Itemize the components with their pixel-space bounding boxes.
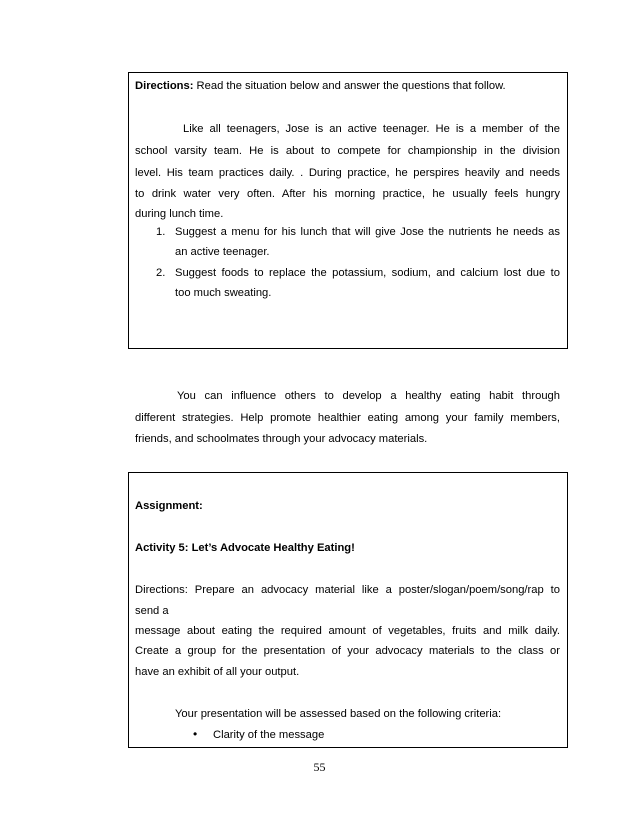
activity-label: Activity 5: Let’s Advocate Healthy Eating! bbox=[135, 542, 355, 554]
item-2-line-1: Suggest foods to replace the potassium, sodium, and calcium lost due to bbox=[175, 267, 560, 279]
middle-line-3: friends, and schoolmates through your advocacy materials. bbox=[135, 433, 428, 445]
bullet-icon: • bbox=[193, 727, 198, 741]
assignment-label: Assignment: bbox=[135, 500, 203, 512]
para-line-4: to drink water very often. After his morning practice, he usually feels hungry bbox=[135, 188, 560, 200]
para-line-5: during lunch time. bbox=[135, 208, 224, 220]
item-1-line-2: an active teenager. bbox=[175, 246, 270, 258]
para-line-1: Like all teenagers, Jose is an active teenager. He is a member of the bbox=[183, 123, 560, 135]
para-line-3: level. His team practices daily. . During practice, he perspires heavily and needs bbox=[135, 167, 560, 179]
box2-directions-label: Directions: bbox=[135, 584, 188, 596]
middle-line-1: You can influence others to develop a healthy eating habit through bbox=[177, 390, 560, 402]
box2-directions-line-1 bbox=[135, 582, 560, 598]
box1-directions bbox=[135, 78, 506, 94]
box2-directions-line-5: have an exhibit of all your output. bbox=[135, 666, 300, 678]
criteria-intro: Your presentation will be assessed based on the following criteria: bbox=[175, 708, 502, 720]
criteria-item: Clarity of the message bbox=[213, 729, 325, 741]
assignment-heading bbox=[135, 498, 203, 514]
box2-directions-line-3: message about eating the required amount of vegetables, fruits and milk daily. bbox=[135, 625, 560, 637]
page-number: 55 bbox=[313, 760, 326, 774]
box2-directions-text: Prepare an advocacy material like a poster/slogan/poem/song/rap to bbox=[187, 584, 560, 596]
box2-directions-line-2: send a bbox=[135, 605, 169, 617]
item-2-number: 2. bbox=[156, 267, 166, 279]
directions-label: Directions: bbox=[135, 80, 194, 92]
middle-line-2: different strategies. Help promote healthier eating among your family members, bbox=[135, 412, 560, 424]
item-2-line-2: too much sweating. bbox=[175, 287, 272, 299]
item-1-number: 1. bbox=[156, 226, 166, 238]
item-1-line-1: Suggest a menu for his lunch that will give Jose the nutrients he needs as bbox=[175, 226, 560, 238]
box2-directions-line-4: Create a group for the presentation of your advocacy materials to the class or bbox=[135, 645, 560, 657]
activity-heading bbox=[135, 540, 355, 556]
para-line-2: school varsity team. He is about to compete for championship in the division bbox=[135, 145, 560, 157]
directions-text: Read the situation below and answer the questions that follow. bbox=[193, 80, 506, 92]
